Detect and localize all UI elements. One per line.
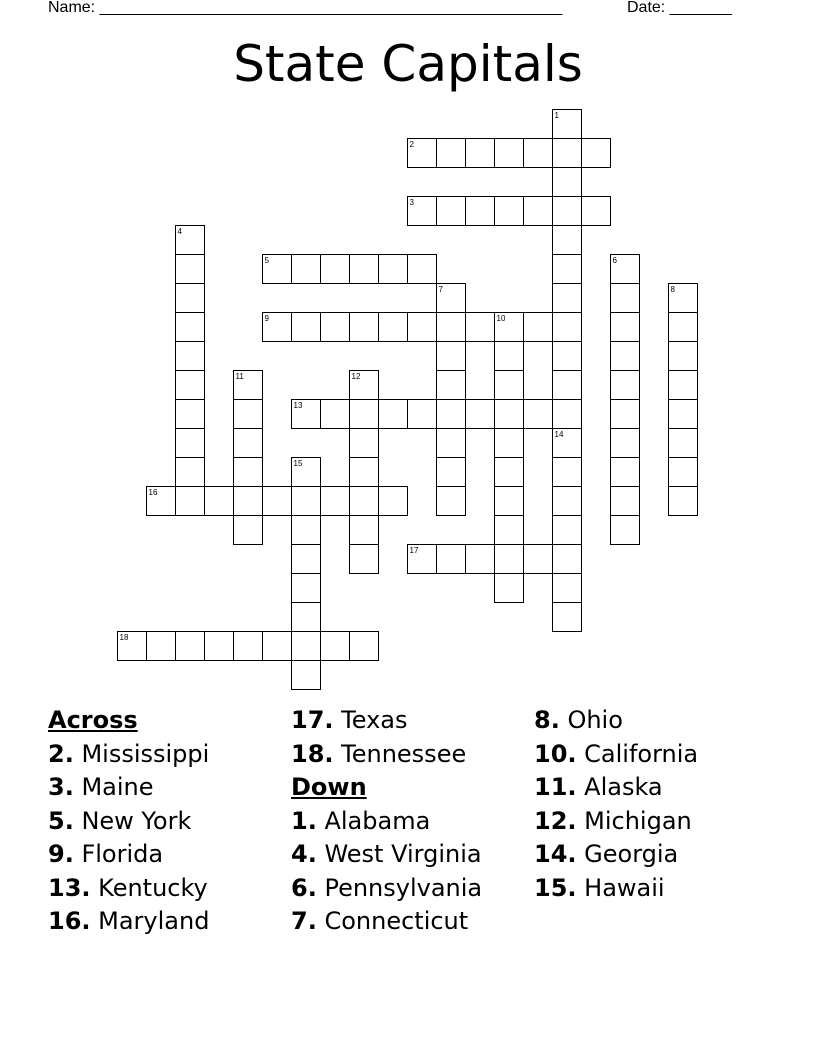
clue-down-6: 6. Pennsylvania [291, 873, 483, 902]
grid-cell[interactable] [379, 400, 408, 429]
grid-cell[interactable] [350, 516, 379, 545]
grid-cell[interactable] [292, 545, 321, 574]
grid-cell[interactable] [176, 313, 205, 342]
grid-cell[interactable] [611, 516, 640, 545]
grid-cell[interactable] [234, 632, 263, 661]
cell-number-14: 14 [554, 430, 564, 439]
grid-cell[interactable] [553, 371, 582, 400]
grid-cell[interactable] [292, 255, 321, 284]
grid-cell[interactable] [176, 284, 205, 313]
grid-cell[interactable] [263, 632, 292, 661]
grid-cell[interactable] [553, 226, 582, 255]
grid-cell[interactable] [611, 255, 640, 284]
grid-cell[interactable] [553, 284, 582, 313]
grid-cell[interactable] [669, 284, 698, 313]
grid-cell[interactable] [350, 429, 379, 458]
grid-cell[interactable] [524, 139, 553, 168]
grid-cell[interactable] [553, 168, 582, 197]
cell-number-5: 5 [264, 256, 269, 265]
clue-down-10: 10. California [534, 739, 699, 768]
grid-cell[interactable] [495, 313, 524, 342]
grid-cell[interactable] [408, 400, 437, 429]
clue-down-7: 7. Connecticut [291, 907, 469, 935]
cell-number-11: 11 [235, 372, 244, 381]
grid-cell[interactable] [495, 545, 524, 574]
grid-cell[interactable] [350, 458, 379, 487]
grid-cell[interactable] [553, 342, 582, 371]
cell-number-7: 7 [438, 285, 443, 294]
grid-cell[interactable] [176, 632, 205, 661]
cell-number-13: 13 [293, 401, 303, 410]
clue-down-1: 1. Alabama [291, 806, 431, 835]
clue-down-4: 4. West Virginia [291, 840, 482, 868]
grid-cell[interactable] [553, 313, 582, 342]
grid-cell[interactable] [669, 371, 698, 400]
grid-cell[interactable] [611, 487, 640, 516]
grid-cell[interactable] [292, 661, 321, 690]
clue-down-12: 12. Michigan [534, 806, 692, 835]
clue-down-8: 8. Ohio [534, 706, 623, 734]
grid-cell[interactable] [350, 400, 379, 429]
grid-cell[interactable] [524, 313, 553, 342]
grid-cell[interactable] [437, 313, 466, 342]
grid-cell[interactable] [437, 371, 466, 400]
grid-cell[interactable] [292, 458, 321, 487]
grid-cell[interactable] [611, 342, 640, 371]
grid-cell[interactable] [466, 400, 495, 429]
grid-cell[interactable] [437, 400, 466, 429]
cell-number-4: 4 [177, 227, 182, 236]
grid-cell[interactable] [176, 429, 205, 458]
cell-number-2: 2 [409, 140, 414, 149]
grid-cell[interactable] [205, 632, 234, 661]
grid-cell[interactable] [147, 632, 176, 661]
cell-number-15: 15 [293, 459, 303, 468]
cell-number-12: 12 [351, 372, 361, 381]
grid-cell[interactable] [350, 313, 379, 342]
grid-cell[interactable] [234, 371, 263, 400]
cell-number-16: 16 [148, 488, 158, 497]
grid-cell[interactable] [466, 313, 495, 342]
grid-cell[interactable] [408, 197, 437, 226]
grid-cell[interactable] [524, 400, 553, 429]
grid-cell[interactable] [466, 545, 495, 574]
grid-cell[interactable] [553, 400, 582, 429]
grid-cell[interactable] [437, 139, 466, 168]
grid-cell[interactable] [495, 342, 524, 371]
grid-cell[interactable] [379, 313, 408, 342]
clues-column-1 [48, 704, 209, 939]
grid-cell[interactable] [437, 458, 466, 487]
grid-cell[interactable] [350, 632, 379, 661]
grid-cell[interactable] [321, 632, 350, 661]
grid-cell[interactable] [176, 487, 205, 516]
grid-cell[interactable] [611, 400, 640, 429]
grid-cell[interactable] [408, 255, 437, 284]
grid-cell[interactable] [147, 487, 176, 516]
grid-cell[interactable] [176, 458, 205, 487]
grid-cell[interactable] [437, 284, 466, 313]
grid-cell[interactable] [437, 487, 466, 516]
grid-cell[interactable] [553, 603, 582, 632]
cell-number-6: 6 [612, 256, 617, 265]
name-field-label[interactable]: Name: ____________________________________________________ [48, 0, 563, 16]
grid-cell[interactable] [553, 110, 582, 139]
grid-cell[interactable] [176, 342, 205, 371]
grid-cell[interactable] [495, 458, 524, 487]
grid-cell[interactable] [495, 487, 524, 516]
grid-cell[interactable] [582, 139, 611, 168]
grid-cell[interactable] [466, 139, 495, 168]
cell-number-3: 3 [409, 198, 414, 207]
clue-across-3: 3. Maine [48, 773, 154, 801]
grid-cell[interactable] [466, 197, 495, 226]
grid-cell[interactable] [495, 139, 524, 168]
cell-number-18: 18 [119, 633, 129, 642]
grid-cell[interactable] [292, 313, 321, 342]
grid-cell[interactable] [234, 516, 263, 545]
grid-cell[interactable] [321, 487, 350, 516]
clue-across-13: 13. Kentucky [48, 873, 208, 902]
clue-down-14: 14. Georgia [534, 840, 679, 868]
grid-cell[interactable] [234, 487, 263, 516]
grid-cell[interactable] [321, 255, 350, 284]
grid-cell[interactable] [553, 574, 582, 603]
grid-cell[interactable] [437, 429, 466, 458]
clues-column-2 [291, 704, 482, 939]
grid-cell[interactable] [553, 197, 582, 226]
grid-cell[interactable] [263, 487, 292, 516]
clue-across-2: 2. Mississippi [48, 739, 210, 768]
grid-cell[interactable] [669, 313, 698, 342]
clue-across-9: 9. Florida [48, 840, 164, 868]
grid-cell[interactable] [379, 255, 408, 284]
grid-cell[interactable] [292, 487, 321, 516]
grid-cell[interactable] [437, 545, 466, 574]
grid-cell[interactable] [611, 371, 640, 400]
grid-cell[interactable] [234, 400, 263, 429]
clue-down-15: 15. Hawaii [534, 873, 665, 902]
grid-cell[interactable] [292, 603, 321, 632]
grid-cell[interactable] [495, 371, 524, 400]
cell-number-9: 9 [264, 314, 269, 323]
clues-column-3 [534, 704, 698, 905]
grid-cell[interactable] [437, 197, 466, 226]
grid-cell[interactable] [553, 516, 582, 545]
grid-cell[interactable] [669, 400, 698, 429]
grid-cell[interactable] [408, 545, 437, 574]
grid-cell[interactable] [350, 371, 379, 400]
worksheet-header [48, 0, 748, 20]
grid-cell[interactable] [350, 487, 379, 516]
grid-cell[interactable] [553, 545, 582, 574]
grid-cell[interactable] [611, 313, 640, 342]
grid-cell[interactable] [321, 400, 350, 429]
cell-number-17: 17 [409, 546, 419, 555]
clue-across-16: 16. Maryland [48, 907, 210, 935]
grid-cell[interactable] [350, 255, 379, 284]
clue-across-5: 5. New York [48, 806, 192, 835]
grid-cell[interactable] [234, 458, 263, 487]
grid-cell[interactable] [582, 197, 611, 226]
grid-cell[interactable] [118, 632, 147, 661]
grid-cell[interactable] [524, 197, 553, 226]
grid-cell[interactable] [263, 255, 292, 284]
grid-cell[interactable] [611, 429, 640, 458]
grid-cell[interactable] [495, 197, 524, 226]
grid-cell[interactable] [524, 545, 553, 574]
grid-cell[interactable] [350, 545, 379, 574]
grid-cell[interactable] [669, 458, 698, 487]
grid-cell[interactable] [176, 371, 205, 400]
clue-down-11: 11. Alaska [534, 773, 663, 801]
grid-cell[interactable] [408, 313, 437, 342]
grid-cell[interactable] [321, 313, 350, 342]
grid-cell[interactable] [292, 516, 321, 545]
grid-cell[interactable] [437, 342, 466, 371]
grid-cell[interactable] [234, 429, 263, 458]
grid-cell[interactable] [553, 139, 582, 168]
down-header: Down [291, 773, 367, 801]
clue-across-18: 18. Tennessee [291, 739, 467, 768]
grid-cell[interactable] [553, 255, 582, 284]
cell-number-1: 1 [554, 111, 559, 120]
across-header: Across [48, 706, 138, 734]
clue-across-17: 17. Texas [291, 706, 408, 734]
grid-cell[interactable] [495, 429, 524, 458]
grid-cell[interactable] [205, 487, 234, 516]
grid-cell[interactable] [176, 255, 205, 284]
grid-cell[interactable] [669, 429, 698, 458]
grid-cell[interactable] [553, 429, 582, 458]
grid-cell[interactable] [553, 487, 582, 516]
grid-cell[interactable] [176, 400, 205, 429]
grid-cell[interactable] [611, 458, 640, 487]
grid-cell[interactable] [263, 313, 292, 342]
date-field-label[interactable]: Date: _______ [627, 0, 732, 16]
grid-cell[interactable] [292, 400, 321, 429]
grid-cell[interactable] [495, 400, 524, 429]
grid-cell[interactable] [408, 139, 437, 168]
grid-cell[interactable] [176, 226, 205, 255]
cell-number-8: 8 [670, 285, 675, 294]
grid-cell[interactable] [669, 487, 698, 516]
grid-cell[interactable] [553, 458, 582, 487]
grid-cell[interactable] [495, 574, 524, 603]
grid-cell[interactable] [379, 487, 408, 516]
page-title: State Capitals [233, 35, 583, 93]
grid-cell[interactable] [292, 632, 321, 661]
grid-cell[interactable] [292, 574, 321, 603]
grid-cell[interactable] [495, 516, 524, 545]
grid-cell[interactable] [669, 342, 698, 371]
grid-cell[interactable] [611, 284, 640, 313]
cell-number-10: 10 [496, 314, 506, 323]
